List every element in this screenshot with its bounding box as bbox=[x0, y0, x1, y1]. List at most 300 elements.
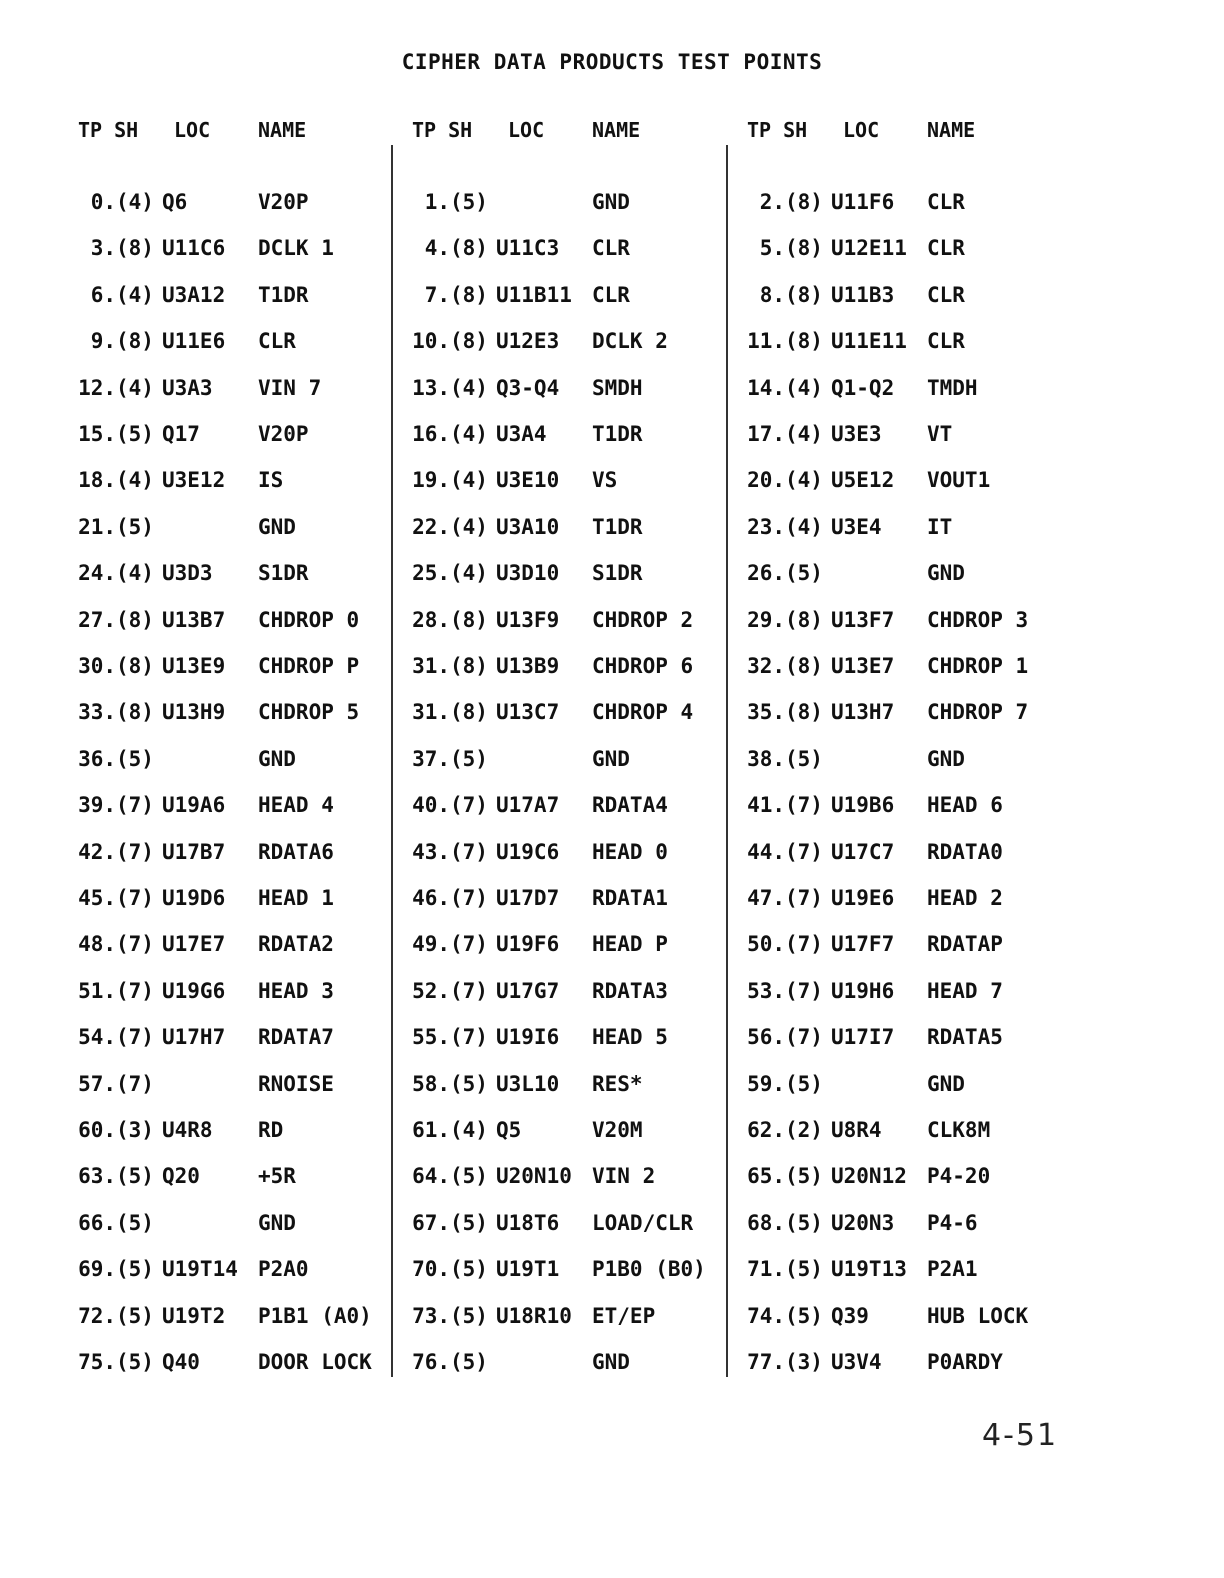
test-point-sheet: (7) bbox=[116, 1071, 154, 1096]
test-point-name: HEAD 7 bbox=[927, 978, 1003, 1003]
test-point-sheet: (5) bbox=[450, 746, 488, 771]
test-point-tp-sh bbox=[747, 886, 831, 910]
test-point-name: HUB LOCK bbox=[927, 1303, 1029, 1328]
test-point-number: 44. bbox=[747, 839, 785, 864]
test-point-number: 39. bbox=[78, 793, 116, 818]
test-point-number: 2. bbox=[759, 190, 785, 214]
test-point-location: U3A12 bbox=[162, 282, 226, 307]
header-tp-sh: TP SH bbox=[78, 118, 139, 142]
test-point-number: 54. bbox=[78, 1025, 116, 1050]
test-point-sheet: (8) bbox=[450, 700, 488, 725]
test-point-location: U19I6 bbox=[496, 1025, 560, 1050]
test-point-tp-sh bbox=[78, 840, 162, 864]
test-point-location: U11B3 bbox=[831, 282, 895, 307]
test-point-sheet: (4) bbox=[785, 514, 823, 539]
test-point-location: U4R8 bbox=[162, 1118, 213, 1142]
test-point-sheet: (7) bbox=[785, 793, 823, 818]
test-point-name: HEAD 5 bbox=[592, 1025, 668, 1050]
test-point-name: HEAD 0 bbox=[592, 839, 668, 864]
test-point-name: ET/EP bbox=[592, 1303, 656, 1328]
test-point-number: 16. bbox=[412, 422, 450, 446]
test-point-tp-sh bbox=[747, 608, 831, 632]
test-point-name: P2A0 bbox=[258, 1257, 309, 1282]
test-point-sheet: (4) bbox=[450, 468, 488, 493]
test-point-tp-sh bbox=[747, 932, 831, 956]
test-point-location: U19D6 bbox=[162, 886, 226, 910]
test-point-number: 32. bbox=[747, 654, 785, 678]
test-point-name: S1DR bbox=[592, 561, 643, 586]
test-point-location: U17A7 bbox=[496, 793, 560, 818]
test-point-name: IS bbox=[258, 468, 284, 493]
column-divider bbox=[391, 145, 393, 1377]
test-point-number: 53. bbox=[747, 978, 785, 1003]
test-point-sheet: (8) bbox=[785, 329, 823, 354]
test-point-sheet: (4) bbox=[785, 375, 823, 400]
test-point-sheet: (4) bbox=[450, 561, 488, 586]
test-point-number: 24. bbox=[78, 561, 116, 586]
test-point-number: 0. bbox=[90, 190, 116, 214]
test-point-sheet: (8) bbox=[785, 236, 823, 261]
test-point-number: 5. bbox=[759, 236, 785, 261]
test-point-number: 47. bbox=[747, 886, 785, 910]
test-point-name: CHDROP 2 bbox=[592, 607, 694, 632]
test-point-number: 13. bbox=[412, 375, 450, 400]
test-point-number: 31. bbox=[412, 654, 450, 678]
test-point-number: 76. bbox=[412, 1350, 450, 1374]
test-point-location: U18R10 bbox=[496, 1303, 572, 1328]
test-point-location: Q40 bbox=[162, 1350, 200, 1374]
test-point-name: CLR bbox=[258, 329, 296, 354]
test-point-number: 77. bbox=[747, 1350, 785, 1374]
test-point-sheet: (5) bbox=[450, 190, 488, 214]
test-point-sheet: (5) bbox=[450, 1210, 488, 1235]
test-point-location: U17D7 bbox=[496, 886, 560, 910]
test-point-location: Q6 bbox=[162, 190, 188, 214]
test-point-name: HEAD 4 bbox=[258, 793, 334, 818]
test-point-location: U17B7 bbox=[162, 839, 226, 864]
test-point-name: HEAD P bbox=[592, 932, 668, 957]
test-point-location: U12E3 bbox=[496, 329, 560, 354]
test-point-location: U3E10 bbox=[496, 468, 560, 493]
test-point-sheet: (7) bbox=[116, 1025, 154, 1050]
test-point-tp-sh bbox=[412, 747, 496, 771]
test-point-name: HEAD 1 bbox=[258, 886, 334, 910]
test-point-number: 40. bbox=[412, 793, 450, 818]
test-point-tp-sh bbox=[78, 700, 162, 724]
test-point-name: VOUT1 bbox=[927, 468, 991, 493]
test-point-location: U13F7 bbox=[831, 607, 895, 632]
test-point-sheet: (7) bbox=[785, 1025, 823, 1050]
test-point-name: CLR bbox=[927, 190, 965, 214]
test-point-name: RDATA1 bbox=[592, 886, 668, 910]
test-point-tp-sh bbox=[78, 608, 162, 632]
test-point-sheet: (8) bbox=[116, 329, 154, 354]
test-point-sheet: (8) bbox=[785, 700, 823, 725]
test-point-name: RDATA4 bbox=[592, 793, 668, 818]
test-point-number: 66. bbox=[78, 1210, 116, 1235]
test-point-name: VT bbox=[927, 422, 953, 446]
test-point-number: 51. bbox=[78, 978, 116, 1003]
test-point-sheet: (5) bbox=[116, 1210, 154, 1235]
test-point-sheet: (7) bbox=[116, 793, 154, 818]
header-tp-sh: TP SH bbox=[747, 118, 808, 142]
test-point-name: RD bbox=[258, 1118, 284, 1142]
test-point-number: 72. bbox=[78, 1303, 116, 1328]
test-point-sheet: (8) bbox=[116, 236, 154, 261]
test-point-tp-sh bbox=[747, 376, 831, 400]
test-point-sheet: (7) bbox=[450, 1025, 488, 1050]
test-point-location: U3E3 bbox=[831, 422, 882, 446]
test-point-location: U13H7 bbox=[831, 700, 895, 725]
test-point-tp-sh bbox=[747, 793, 831, 817]
test-point-name: DCLK 2 bbox=[592, 329, 668, 354]
test-point-number: 26. bbox=[747, 561, 785, 586]
test-point-number: 60. bbox=[78, 1118, 116, 1142]
test-point-tp-sh bbox=[412, 236, 496, 260]
test-point-name: VIN 2 bbox=[592, 1164, 656, 1189]
test-point-sheet: (7) bbox=[450, 978, 488, 1003]
test-point-name: DCLK 1 bbox=[258, 236, 334, 261]
test-point-number: 68. bbox=[747, 1210, 785, 1235]
test-point-tp-sh bbox=[747, 561, 831, 585]
header-loc: LOC bbox=[174, 118, 211, 142]
test-point-number: 28. bbox=[412, 607, 450, 632]
test-point-name: CHDROP 6 bbox=[592, 654, 694, 678]
test-point-location: U3A4 bbox=[496, 422, 547, 446]
test-point-sheet: (5) bbox=[785, 1071, 823, 1096]
test-point-tp-sh bbox=[412, 468, 496, 492]
test-point-number: 31. bbox=[412, 700, 450, 725]
test-point-tp-sh bbox=[747, 1118, 831, 1142]
test-point-location: U19F6 bbox=[496, 932, 560, 957]
test-point-number: 75. bbox=[78, 1350, 116, 1374]
test-point-name: GND bbox=[258, 1210, 296, 1235]
test-point-sheet: (5) bbox=[116, 1164, 154, 1189]
test-point-name: CLK8M bbox=[927, 1118, 991, 1142]
test-point-sheet: (7) bbox=[450, 932, 488, 957]
test-point-name: T1DR bbox=[592, 514, 643, 539]
test-point-location: U3E4 bbox=[831, 514, 882, 539]
test-point-tp-sh bbox=[747, 1025, 831, 1049]
test-point-tp-sh bbox=[747, 468, 831, 492]
test-point-number: 14. bbox=[747, 375, 785, 400]
test-point-sheet: (8) bbox=[785, 607, 823, 632]
test-point-sheet: (5) bbox=[785, 1303, 823, 1328]
test-point-tp-sh bbox=[412, 1350, 496, 1374]
test-point-sheet: (4) bbox=[450, 514, 488, 539]
test-point-location: U19G6 bbox=[162, 978, 226, 1003]
test-point-tp-sh bbox=[78, 422, 162, 446]
test-point-location: U19B6 bbox=[831, 793, 895, 818]
test-point-tp-sh bbox=[412, 1118, 496, 1142]
test-point-number: 15. bbox=[78, 422, 116, 446]
header-loc: LOC bbox=[508, 118, 545, 142]
test-point-tp-sh bbox=[412, 840, 496, 864]
test-point-name: P0ARDY bbox=[927, 1350, 1003, 1374]
test-point-location: U19A6 bbox=[162, 793, 226, 818]
test-point-location: U19H6 bbox=[831, 978, 895, 1003]
test-point-sheet: (7) bbox=[116, 978, 154, 1003]
test-point-location: U17F7 bbox=[831, 932, 895, 957]
test-point-number: 74. bbox=[747, 1303, 785, 1328]
test-point-sheet: (4) bbox=[450, 422, 488, 446]
test-point-number: 20. bbox=[747, 468, 785, 493]
test-point-tp-sh bbox=[78, 1164, 162, 1188]
test-point-tp-sh bbox=[747, 329, 831, 353]
test-point-sheet: (8) bbox=[785, 654, 823, 678]
test-point-number: 71. bbox=[747, 1257, 785, 1282]
test-point-location: U3V4 bbox=[831, 1350, 882, 1374]
test-point-location: U13E9 bbox=[162, 654, 226, 678]
test-point-tp-sh bbox=[747, 283, 831, 307]
test-point-sheet: (7) bbox=[116, 932, 154, 957]
test-point-tp-sh bbox=[412, 376, 496, 400]
test-point-tp-sh bbox=[412, 1164, 496, 1188]
test-point-name: CHDROP 3 bbox=[927, 607, 1029, 632]
test-point-name: CHDROP 4 bbox=[592, 700, 694, 725]
test-point-location: U5E12 bbox=[831, 468, 895, 493]
test-point-tp-sh bbox=[78, 1304, 162, 1328]
test-point-number: 50. bbox=[747, 932, 785, 957]
test-point-number: 17. bbox=[747, 422, 785, 446]
test-point-number: 30. bbox=[78, 654, 116, 678]
test-point-number: 37. bbox=[412, 746, 450, 771]
test-point-tp-sh bbox=[78, 190, 162, 214]
test-point-sheet: (8) bbox=[450, 607, 488, 632]
test-point-tp-sh bbox=[412, 422, 496, 446]
test-point-name: VIN 7 bbox=[258, 375, 322, 400]
test-point-name: RDATA0 bbox=[927, 839, 1003, 864]
test-point-sheet: (5) bbox=[450, 1257, 488, 1282]
test-point-sheet: (5) bbox=[116, 1350, 154, 1374]
test-point-sheet: (5) bbox=[450, 1303, 488, 1328]
test-point-location: U13E7 bbox=[831, 654, 895, 678]
test-point-location: U17C7 bbox=[831, 839, 895, 864]
test-point-location: U11E6 bbox=[162, 329, 226, 354]
test-point-name: HEAD 3 bbox=[258, 978, 334, 1003]
test-point-tp-sh bbox=[78, 1257, 162, 1281]
test-point-location: Q20 bbox=[162, 1164, 200, 1189]
test-point-name: CLR bbox=[592, 236, 630, 261]
test-point-number: 63. bbox=[78, 1164, 116, 1189]
test-point-number: 70. bbox=[412, 1257, 450, 1282]
test-point-number: 48. bbox=[78, 932, 116, 957]
test-point-number: 4. bbox=[424, 236, 450, 261]
test-point-sheet: (8) bbox=[785, 282, 823, 307]
test-point-location: U3L10 bbox=[496, 1071, 560, 1096]
test-point-number: 23. bbox=[747, 514, 785, 539]
test-point-tp-sh bbox=[412, 1211, 496, 1235]
test-point-tp-sh bbox=[78, 1350, 162, 1374]
test-point-number: 59. bbox=[747, 1071, 785, 1096]
test-point-tp-sh bbox=[412, 1257, 496, 1281]
test-point-location: U13B7 bbox=[162, 607, 226, 632]
test-point-name: P4-20 bbox=[927, 1164, 991, 1189]
test-point-sheet: (5) bbox=[450, 1350, 488, 1374]
test-point-name: T1DR bbox=[592, 422, 643, 446]
test-point-name: RDATA7 bbox=[258, 1025, 334, 1050]
test-point-name: GND bbox=[592, 746, 630, 771]
column-header bbox=[747, 118, 976, 148]
test-point-number: 3. bbox=[90, 236, 116, 261]
test-point-location: U20N3 bbox=[831, 1210, 895, 1235]
test-point-tp-sh bbox=[412, 608, 496, 632]
test-point-location: U3E12 bbox=[162, 468, 226, 493]
test-point-number: 10. bbox=[412, 329, 450, 354]
test-point-location: Q5 bbox=[496, 1118, 522, 1142]
test-point-sheet: (5) bbox=[450, 1164, 488, 1189]
test-point-name: HEAD 2 bbox=[927, 886, 1003, 910]
test-point-tp-sh bbox=[78, 1118, 162, 1142]
test-point-name: GND bbox=[258, 746, 296, 771]
test-point-number: 21. bbox=[78, 514, 116, 539]
test-point-sheet: (7) bbox=[450, 839, 488, 864]
test-point-name: TMDH bbox=[927, 375, 978, 400]
test-point-number: 65. bbox=[747, 1164, 785, 1189]
test-point-number: 33. bbox=[78, 700, 116, 725]
test-point-name: S1DR bbox=[258, 561, 309, 586]
test-point-name: DOOR LOCK bbox=[258, 1350, 372, 1374]
test-point-tp-sh bbox=[412, 190, 496, 214]
test-point-sheet: (8) bbox=[116, 654, 154, 678]
test-point-location: U11F6 bbox=[831, 190, 895, 214]
test-point-sheet: (7) bbox=[450, 886, 488, 910]
test-point-number: 29. bbox=[747, 607, 785, 632]
test-point-tp-sh bbox=[412, 1025, 496, 1049]
test-point-number: 52. bbox=[412, 978, 450, 1003]
test-point-sheet: (8) bbox=[450, 282, 488, 307]
test-point-tp-sh bbox=[78, 376, 162, 400]
test-point-name: T1DR bbox=[258, 282, 309, 307]
test-point-number: 18. bbox=[78, 468, 116, 493]
test-point-location: U11C3 bbox=[496, 236, 560, 261]
test-point-sheet: (7) bbox=[116, 886, 154, 910]
test-point-tp-sh bbox=[78, 932, 162, 956]
test-point-number: 35. bbox=[747, 700, 785, 725]
test-point-sheet: (4) bbox=[116, 468, 154, 493]
test-point-tp-sh bbox=[78, 979, 162, 1003]
test-point-name: RDATA3 bbox=[592, 978, 668, 1003]
test-point-tp-sh bbox=[78, 1072, 162, 1096]
test-point-number: 25. bbox=[412, 561, 450, 586]
test-point-sheet: (7) bbox=[785, 978, 823, 1003]
test-point-tp-sh bbox=[412, 700, 496, 724]
test-point-number: 46. bbox=[412, 886, 450, 910]
test-point-tp-sh bbox=[78, 886, 162, 910]
test-point-tp-sh bbox=[412, 793, 496, 817]
test-point-number: 55. bbox=[412, 1025, 450, 1050]
test-point-location: U19T13 bbox=[831, 1257, 907, 1282]
test-point-tp-sh bbox=[747, 236, 831, 260]
test-point-tp-sh bbox=[747, 979, 831, 1003]
test-point-location: Q1-Q2 bbox=[831, 375, 895, 400]
test-point-location: U13C7 bbox=[496, 700, 560, 725]
test-point-name: RDATA6 bbox=[258, 839, 334, 864]
test-point-name: HEAD 6 bbox=[927, 793, 1003, 818]
test-point-location: U13H9 bbox=[162, 700, 226, 725]
header-name: NAME bbox=[258, 118, 307, 142]
test-point-sheet: (7) bbox=[116, 839, 154, 864]
test-point-sheet: (4) bbox=[450, 1118, 488, 1142]
test-point-sheet: (8) bbox=[116, 607, 154, 632]
test-point-number: 56. bbox=[747, 1025, 785, 1050]
test-point-sheet: (4) bbox=[785, 468, 823, 493]
test-point-tp-sh bbox=[412, 561, 496, 585]
test-point-tp-sh bbox=[412, 979, 496, 1003]
test-point-sheet: (5) bbox=[785, 561, 823, 586]
test-point-name: V20M bbox=[592, 1118, 643, 1142]
test-point-sheet: (3) bbox=[116, 1118, 154, 1142]
test-point-number: 22. bbox=[412, 514, 450, 539]
page-number: 4-51 bbox=[982, 1418, 1059, 1453]
test-point-sheet: (7) bbox=[785, 932, 823, 957]
test-point-number: 42. bbox=[78, 839, 116, 864]
test-point-name: CHDROP P bbox=[258, 654, 360, 678]
test-point-number: 43. bbox=[412, 839, 450, 864]
test-point-sheet: (8) bbox=[116, 700, 154, 725]
test-point-sheet: (4) bbox=[116, 375, 154, 400]
test-point-number: 11. bbox=[747, 329, 785, 354]
test-point-location: U11C6 bbox=[162, 236, 226, 261]
test-point-name: CLR bbox=[927, 236, 965, 261]
test-point-name: GND bbox=[258, 514, 296, 539]
test-point-number: 49. bbox=[412, 932, 450, 957]
column-divider bbox=[726, 145, 728, 1377]
test-point-name: RDATAP bbox=[927, 932, 1003, 957]
test-point-location: U17G7 bbox=[496, 978, 560, 1003]
test-point-number: 12. bbox=[78, 375, 116, 400]
test-point-name: P2A1 bbox=[927, 1257, 978, 1282]
test-point-number: 45. bbox=[78, 886, 116, 910]
test-point-sheet: (4) bbox=[116, 561, 154, 586]
test-point-name: GND bbox=[927, 1071, 965, 1096]
test-point-sheet: (5) bbox=[785, 1164, 823, 1189]
test-point-location: U8R4 bbox=[831, 1118, 882, 1142]
test-point-sheet: (4) bbox=[116, 190, 154, 214]
test-point-sheet: (4) bbox=[785, 422, 823, 446]
test-point-location: U11E11 bbox=[831, 329, 907, 354]
test-point-number: 69. bbox=[78, 1257, 116, 1282]
test-point-sheet: (5) bbox=[116, 514, 154, 539]
test-point-tp-sh bbox=[412, 932, 496, 956]
test-point-sheet: (7) bbox=[785, 839, 823, 864]
test-point-sheet: (8) bbox=[450, 654, 488, 678]
test-point-sheet: (4) bbox=[450, 375, 488, 400]
test-point-number: 61. bbox=[412, 1118, 450, 1142]
test-point-location: Q3-Q4 bbox=[496, 375, 560, 400]
test-point-tp-sh bbox=[78, 515, 162, 539]
test-point-location: U3D3 bbox=[162, 561, 213, 586]
test-point-number: 7. bbox=[424, 282, 450, 307]
test-point-sheet: (5) bbox=[785, 1210, 823, 1235]
test-point-tp-sh bbox=[747, 515, 831, 539]
test-point-name: GND bbox=[592, 190, 630, 214]
test-point-number: 73. bbox=[412, 1303, 450, 1328]
test-point-sheet: (5) bbox=[116, 746, 154, 771]
test-point-location: U19C6 bbox=[496, 839, 560, 864]
test-point-tp-sh bbox=[747, 190, 831, 214]
test-point-number: 67. bbox=[412, 1210, 450, 1235]
test-point-tp-sh bbox=[747, 1072, 831, 1096]
test-point-tp-sh bbox=[78, 1025, 162, 1049]
test-point-sheet: (3) bbox=[785, 1350, 823, 1374]
test-point-sheet: (8) bbox=[450, 236, 488, 261]
test-point-name: +5R bbox=[258, 1164, 296, 1189]
test-point-sheet: (4) bbox=[116, 282, 154, 307]
test-point-name: RES* bbox=[592, 1071, 643, 1096]
test-point-location: U13B9 bbox=[496, 654, 560, 678]
test-point-tp-sh bbox=[747, 422, 831, 446]
